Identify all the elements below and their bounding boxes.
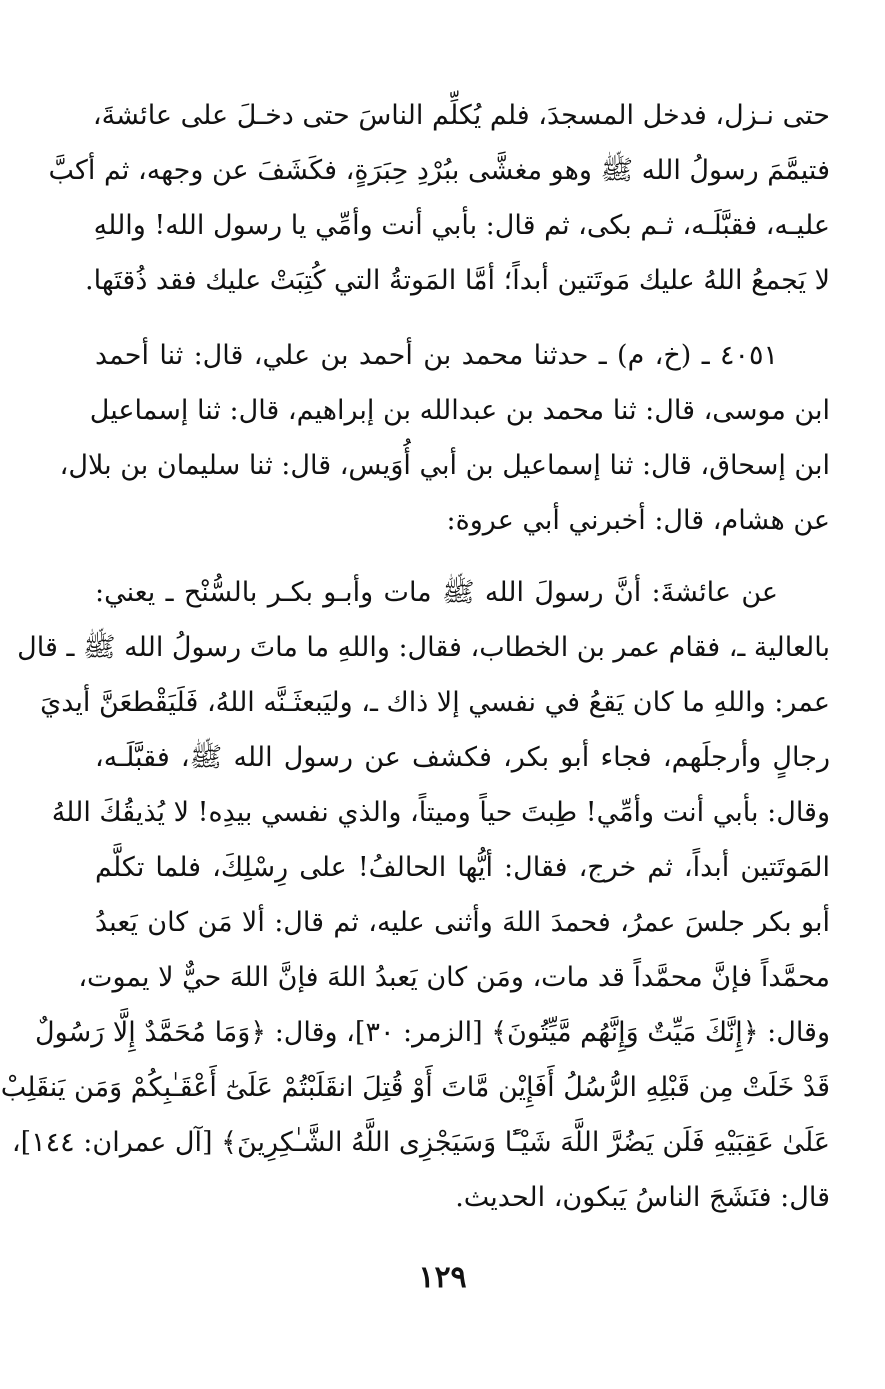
paragraph-3-hadith-matn xyxy=(0,565,830,1225)
text-line: لا يَجمعُ اللهُ عليك مَوتَتين أبداً؛ أمَّا المَوتةُ التي كُتِبَتْ عليك فقد ذُقتَها. xyxy=(85,265,830,296)
text-line: رجالٍ وأرجلَهم، فجاء أبو بكر، فكشف عن رسول الله ﷺ، فقبَّلَـه، xyxy=(95,742,830,773)
paragraph-2-hadith-4051-isnad xyxy=(59,328,830,548)
text-line: بالعالية ـ، فقام عمر بن الخطاب، فقال: واللهِ ما ماتَ رسولُ الله ﷺ ـ قال xyxy=(17,632,830,663)
text-line: ابن إسحاق، قال: ثنا إسماعيل بن أبي أُوَيس، قال: ثنا سليمان بن بلال، xyxy=(59,450,830,481)
page-number: ١٢٩ xyxy=(418,1260,467,1295)
text-line: حتى نـزل، فدخل المسجدَ، فلم يُكلِّم الناسَ حتى دخـلَ على عائشةَ، xyxy=(92,100,830,131)
text-line: المَوتَتين أبداً، ثم خرج، فقال: أيُّها الحالفُ! على رِسْلِكَ، فلما تكلَّم xyxy=(95,852,830,883)
text-line: قَدْ خَلَتْ مِن قَبْلِهِ الرُّسُلُ أَفَإِيْن مَّاتَ أَوْ قُتِلَ انقَلَبْتُمْ عَلَىٰٓ أَعْقَـٰبِكُمْ وَمَن يَنقَلِبْ xyxy=(0,1072,830,1103)
text-line: أبو بكر جلسَ عمرُ، فحمدَ اللهَ وأثنى عليه، ثم قال: ألا مَن كان يَعبدُ xyxy=(95,907,830,938)
text-line: فتيمَّمَ رسولُ الله ﷺ وهو مغشَّى ببُرْدِ حِبَرَةٍ، فكَشَفَ عن وجهه، ثم أكبَّ xyxy=(48,155,830,186)
text-line: عن هشام، قال: أخبرني أبي عروة: xyxy=(446,505,830,536)
text-line: عَلَىٰ عَقِبَيْهِ فَلَن يَضُرَّ اللَّهَ شَيْـًٔا وَسَيَجْزِى اللَّهُ الشَّـٰكِرِينَ﴾ [آل عمران: ١٤٤]، xyxy=(11,1127,830,1158)
text-line: ابن موسى، قال: ثنا محمد بن عبدالله بن إبراهيم، قال: ثنا إسماعيل xyxy=(89,395,830,426)
text-line: قال: فنَشَجَ الناسُ يَبكون، الحديث. xyxy=(455,1182,830,1213)
text-line: وقال: ﴿إِنَّكَ مَيِّتٌ وَإِنَّهُم مَّيِّتُونَ﴾ [الزمر: ٣٠]، وقال: ﴿وَمَا مُحَمَّدٌ إِلَّا رَسُولٌ xyxy=(35,1017,830,1048)
text-line: عليـه، فقبَّلَـه، ثـم بكى، ثم قال: بأبي أنت وأمِّي يا رسول الله! واللهِ xyxy=(93,210,830,241)
text-line: عن عائشةَ: أنَّ رسولَ الله ﷺ مات وأبـو بكـر بالسُّنْح ـ يعني: xyxy=(95,577,778,608)
text-line: وقال: بأبي أنت وأمِّي! طِبتَ حياً وميتاً، والذي نفسي بيدِه! لا يُذيقُكَ اللهُ xyxy=(51,797,830,828)
text-line: محمَّداً فإنَّ محمَّداً قد مات، ومَن كان يَعبدُ اللهَ فإنَّ اللهَ حيٌّ لا يموت، xyxy=(78,962,830,993)
paragraph-1 xyxy=(48,88,830,308)
text-line: عمر: واللهِ ما كان يَقعُ في نفسي إلا ذاك ـ، وليَبعثَـنَّه اللهُ، فَلَيَقْطعَنَّ أيديَ xyxy=(40,687,830,718)
text-line: ٤٠٥١ ـ (خ، م) ـ حدثنا محمد بن أحمد بن علي، قال: ثنا أحمد xyxy=(95,340,778,371)
